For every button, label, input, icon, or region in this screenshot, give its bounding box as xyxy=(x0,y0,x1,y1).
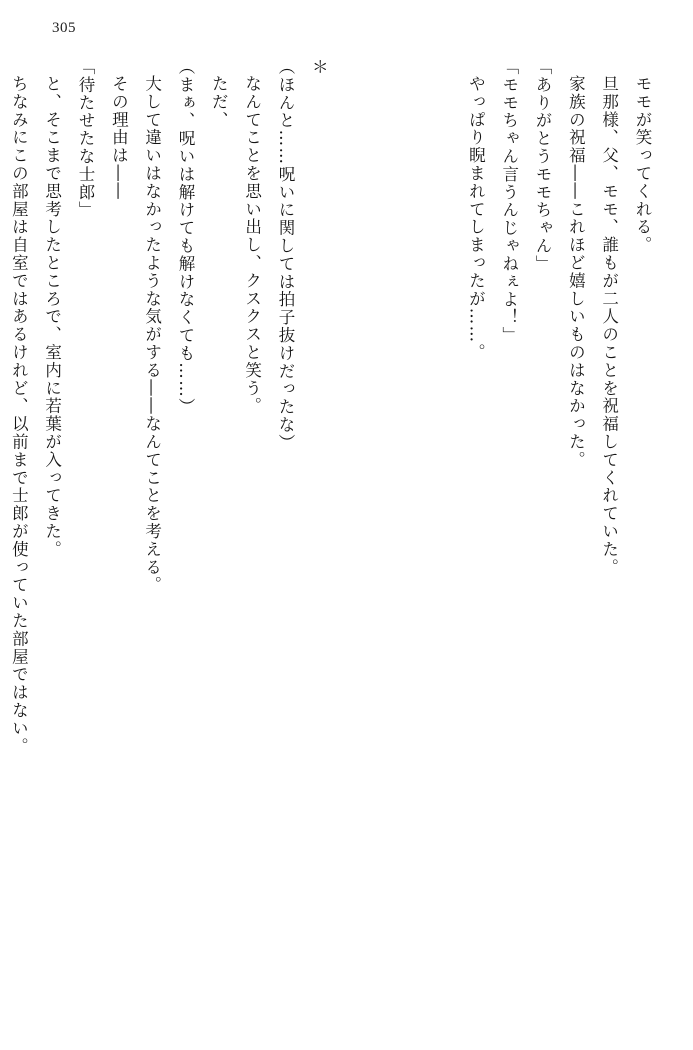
dialogue-line: 「待たせたな士郎」 xyxy=(75,58,95,220)
paragraph: やっぱり睨まれてしまったが……。 xyxy=(466,74,486,361)
asterisk-icon: ＊ xyxy=(309,58,329,76)
paragraph xyxy=(0,58,2,1018)
thought-line: （ほんと……呪いに関しては拍子抜けだったな） xyxy=(275,58,295,452)
page-number: 305 xyxy=(52,20,76,36)
paragraph: 家族の祝福――これほど嬉しいものはなかった。 xyxy=(566,74,586,469)
page-body-text xyxy=(9,58,659,1018)
paragraph: ただ、 xyxy=(209,74,229,129)
paragraph: と、そこまで思考したところで、室内に若葉が入ってきた。 xyxy=(42,74,62,558)
paragraph: ちなみにこの部屋は自室ではあるけれど、以前まで士郎が使っていた部屋ではない。 xyxy=(9,74,29,755)
paragraph: モモが笑ってくれる。 xyxy=(633,74,652,254)
thought-line: （まぁ、呪いは解けても解けなくても……） xyxy=(175,58,195,416)
paragraph: 大して違いはなかったような気がする――なんてことを考える。 xyxy=(142,74,162,594)
paragraph: その理由は―― xyxy=(109,74,129,200)
dialogue-line: 「モモちゃん言うんじゃねぇよ！」 xyxy=(499,58,519,345)
paragraph: なんてことを思い出し、クスクスと笑う。 xyxy=(242,74,262,415)
scene-separator xyxy=(302,58,459,1018)
dialogue-line: 「ありがとうモモちゃん」 xyxy=(533,58,553,273)
paragraph: 旦那様、父、モモ、誰もが二人のことを祝福してくれていた。 xyxy=(599,74,619,576)
